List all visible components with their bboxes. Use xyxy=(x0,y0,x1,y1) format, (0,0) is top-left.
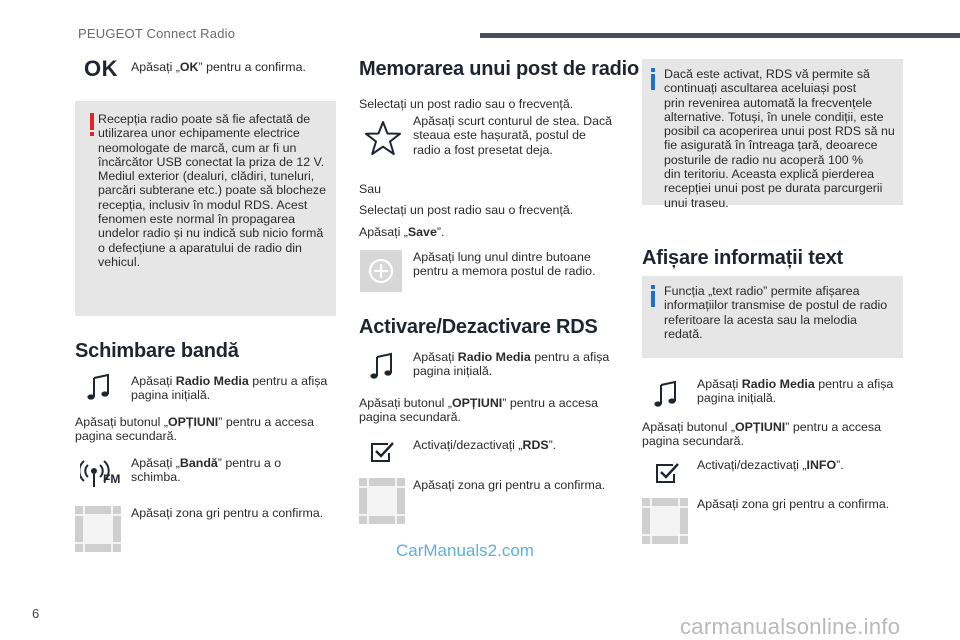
footer-watermark: carmanualsonline.info xyxy=(680,614,901,639)
save-instruction: Apăsați „Save”. xyxy=(359,225,445,239)
gray-zone-icon xyxy=(75,506,121,552)
add-preset-icon xyxy=(359,249,403,293)
band-step3: Apăsați „Bandă” pentru a o schimba. xyxy=(131,456,282,485)
band-step1: Apăsați Radio Media pentru a afișa pagina inițială. xyxy=(131,374,328,403)
info-step2: Apăsați butonul „OPȚIUNI” pentru a accesa pagina secundară. xyxy=(642,420,882,449)
gray-zone-icon xyxy=(642,498,688,544)
info-mark-icon xyxy=(651,291,655,307)
info-mark-dot xyxy=(651,285,655,289)
or-text: Sau xyxy=(359,182,382,196)
band-step4: Apăsați zona gri pentru a confirma. xyxy=(131,506,324,520)
info-rds-text: Dacă este activat, RDS vă permite să continuați ascultarea aceluiași post prin revenirea automată la frecvențele alternative. Totuși, în unele condiții, este posibil ca acoperirea unui post RDS să nu fie asigurată în întreaga țară, deoarece posturile de radio nu acoperă 100 % din teritoriu. Aceasta explică pierderea recepției unui post pe durata parcurgerii unui traseu. xyxy=(664,67,895,210)
fm-label: FM xyxy=(103,472,121,486)
music-note-icon xyxy=(85,373,113,401)
info-mark-dot xyxy=(651,68,655,72)
ok-icon: OK xyxy=(84,56,118,81)
info-box-text xyxy=(642,276,903,358)
heading-rds: Activare/Dezactivare RDS xyxy=(359,316,598,338)
gray-zone-icon xyxy=(359,478,405,524)
warning-mark-dot xyxy=(90,132,94,136)
heading-text-info: Afișare informații text xyxy=(642,247,844,269)
checkbox-icon xyxy=(370,440,396,464)
warning-box xyxy=(75,101,336,316)
info-mark-icon xyxy=(651,74,655,90)
heading-memorize-station: Memorarea unui post de radio xyxy=(359,58,640,80)
rds-step1: Apăsați Radio Media pentru a afișa pagina inițială. xyxy=(413,350,610,379)
watermark-link[interactable]: CarManuals2.com xyxy=(396,541,534,560)
rds-step2: Apăsați butonul „OPȚIUNI” pentru a accesa pagina secundară. xyxy=(359,396,599,425)
checkbox-icon xyxy=(655,461,681,485)
memorize-intro: Selectați un post radio sau o frecvență. xyxy=(359,97,574,111)
rds-step4: Apăsați zona gri pentru a confirma. xyxy=(413,478,606,492)
ok-instruction: Apăsați „OK” pentru a confirma. xyxy=(131,60,306,74)
info-text-function: Funcția „text radio” permite afișarea informațiilor transmise de postul de radio referitoare la acesta sau la melodia redată. xyxy=(664,284,888,341)
header-bar xyxy=(480,33,960,38)
star-instruction: Apăsați scurt conturul de stea. Dacă steaua este hașurată, postul de radio a fost presetat deja. xyxy=(413,114,613,157)
page-number: 6 xyxy=(32,606,40,621)
header-title: PEUGEOT Connect Radio xyxy=(78,26,236,41)
heading-band-change: Schimbare bandă xyxy=(75,340,239,362)
rds-step3: Activați/dezactivați „RDS”. xyxy=(413,438,557,452)
music-note-icon xyxy=(652,380,680,408)
info-step3: Activați/dezactivați „INFO”. xyxy=(697,458,844,472)
warning-mark-icon xyxy=(90,113,94,130)
music-note-icon xyxy=(368,352,396,380)
select-station: Selectați un post radio sau o frecvență. xyxy=(359,203,574,217)
warning-text: Recepția radio poate să fie afectată de utilizarea unor echipamente electrice neomologate de marcă, cum ar fi un încărcător USB conectat la priza de 12 V. Mediul exterior (dealuri, clădiri, tuneluri, parcări subterane etc.) poate să blocheze recepția, inclusiv în modul RDS. Acest fenomen este normal în propagarea undelor radio și nu indică sub nicio formă o defecțiune a aparatului de radio din vehicul. xyxy=(98,112,326,269)
long-press-instruction: Apăsați lung unul dintre butoane pentru a memora postul de radio. xyxy=(413,250,596,279)
info-box-rds xyxy=(642,59,903,210)
info-step4: Apăsați zona gri pentru a confirma. xyxy=(697,497,890,511)
info-step1: Apăsați Radio Media pentru a afișa pagina inițială. xyxy=(697,377,894,406)
band-step2: Apăsați butonul „OPȚIUNI” pentru a accesa pagina secundară. xyxy=(75,415,315,444)
star-icon xyxy=(364,120,402,156)
